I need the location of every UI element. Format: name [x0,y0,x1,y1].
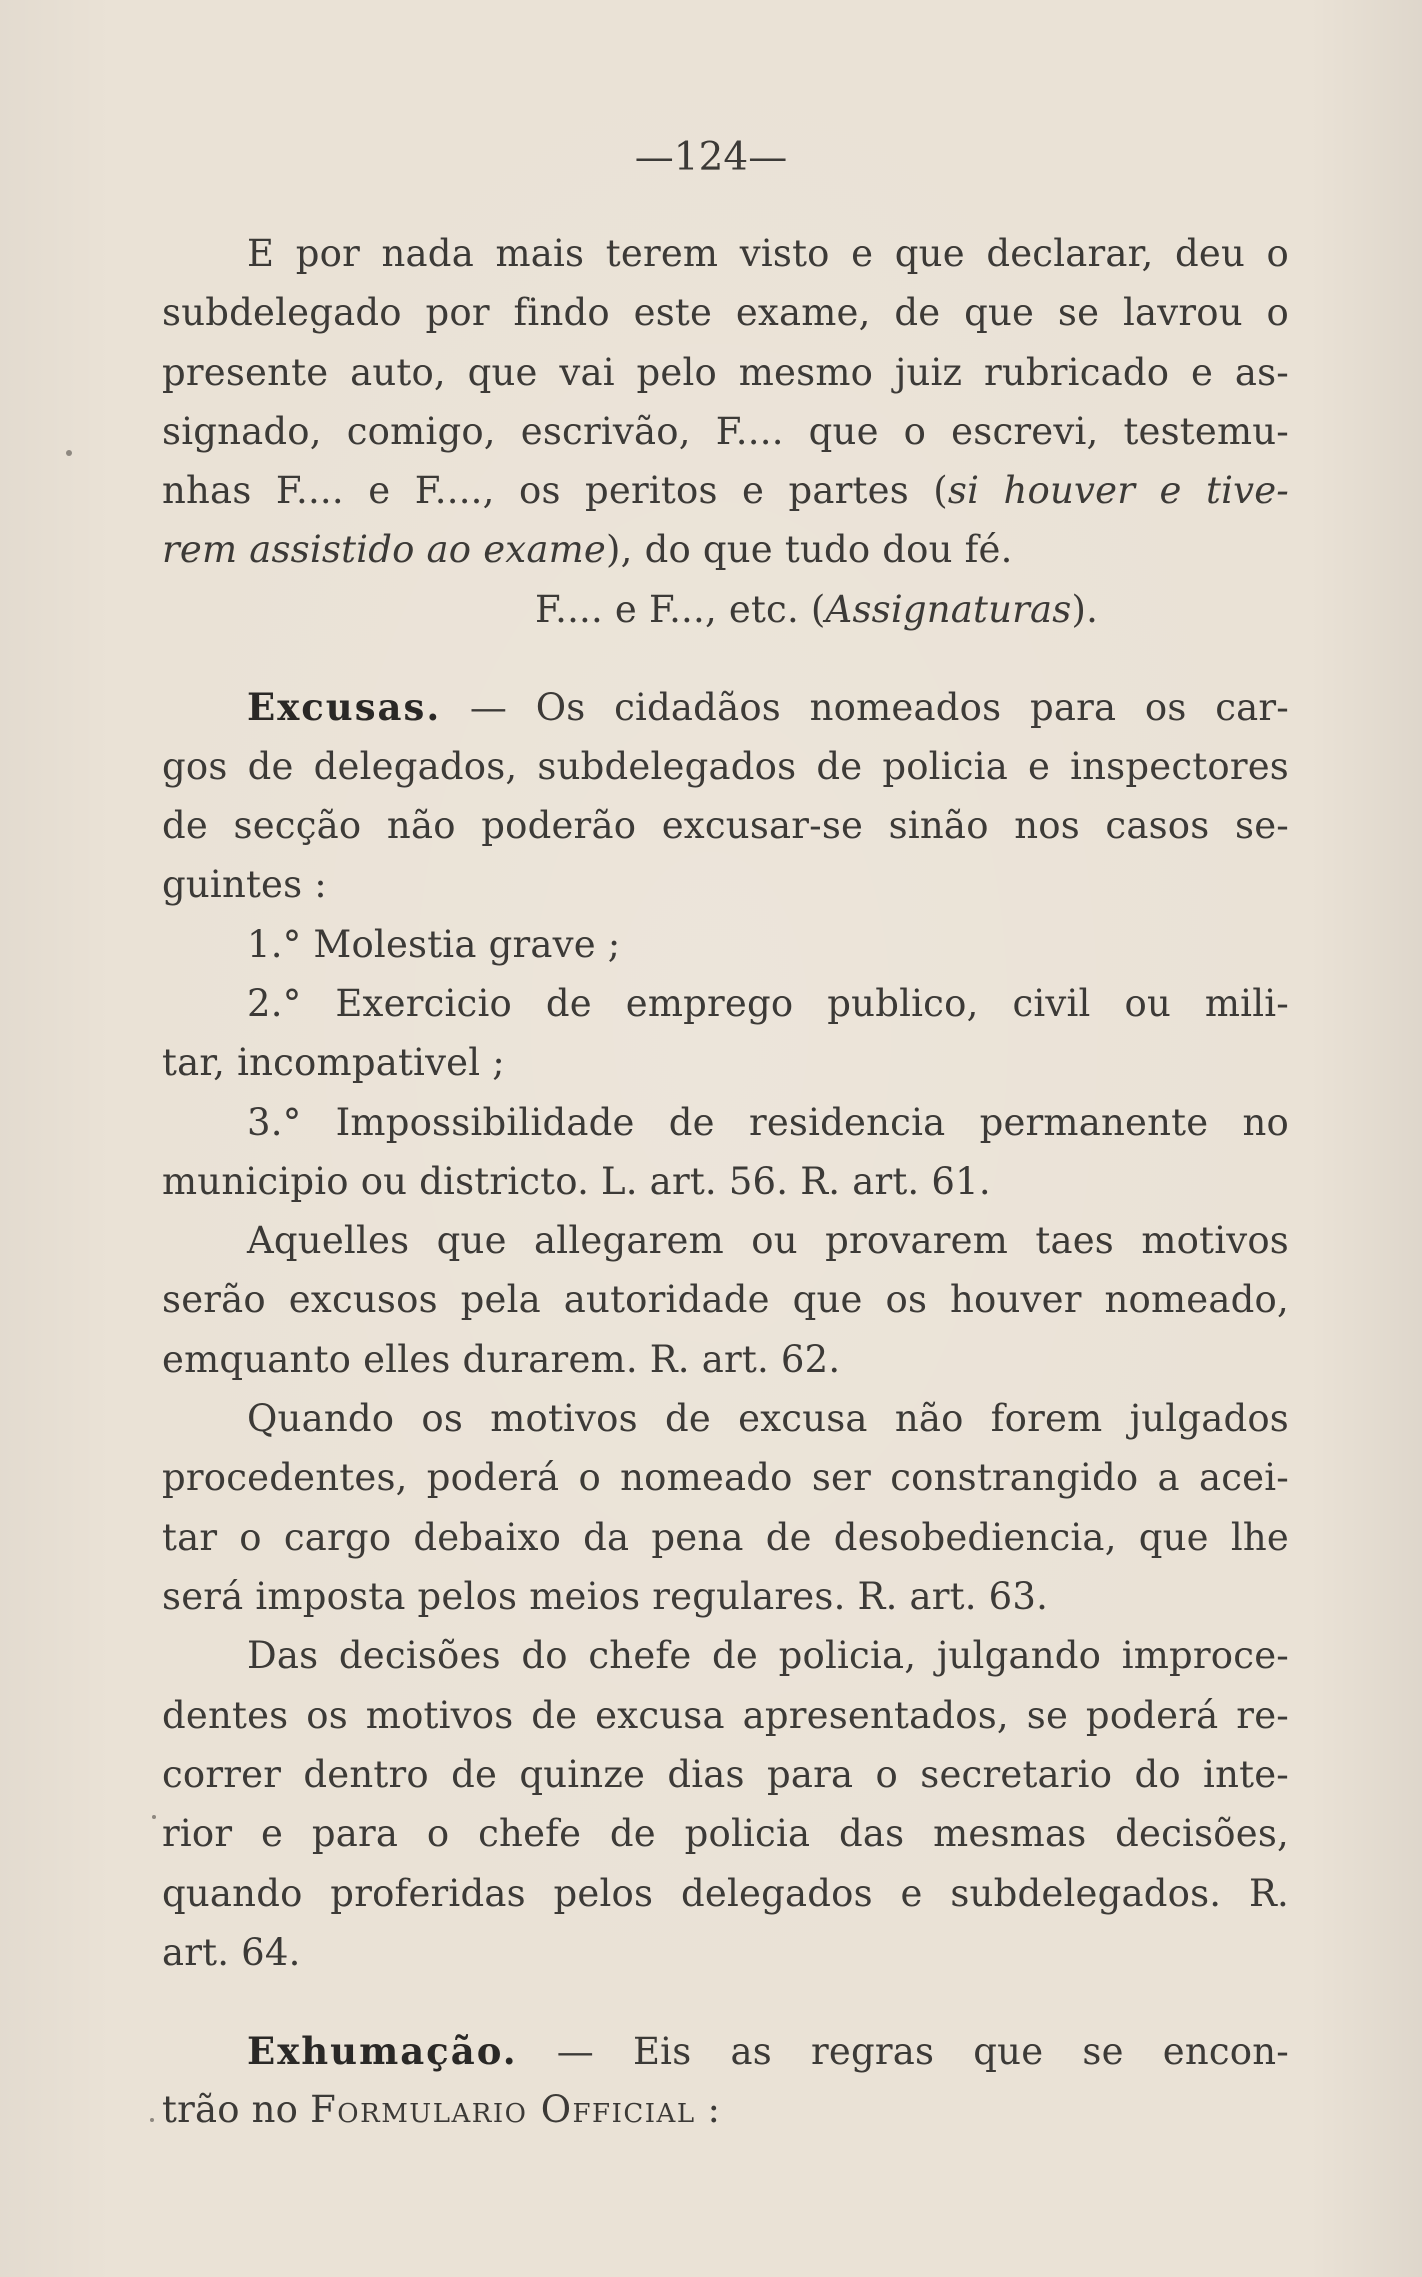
text-line: Quando os motivos de excusa não forem julgados [247,1397,1289,1440]
italic-text: Assignaturas [825,588,1072,631]
italic-text: si houver e tive- [947,469,1290,512]
italic-text: rem assistido ao exame [162,528,607,571]
section-heading: Excusas. [247,685,442,729]
text-line: tar, incompativel ; [162,1041,505,1084]
text-line: signado, comigo, escrivão, F.... que o escrevi, testemu- [162,410,1289,453]
text-line: dentes os motivos de excusa apresentados, se poderá re- [162,1694,1289,1737]
ink-speck [152,1815,156,1819]
text-line: rior e para o chefe de policia das mesmas decisões, [162,1812,1289,1855]
text-span: trão no [162,2088,311,2131]
text-line: correr dentro de quinze dias para o secretario do inte- [162,1753,1289,1796]
text-span: F.... e F..., etc. ( [535,588,826,631]
text-line: subdelegado por findo este exame, de que se lavrou o [162,291,1289,334]
text-line: quando proferidas pelos delegados e subdelegados. R. [162,1872,1289,1915]
text-line: procedentes, poderá o nomeado ser constrangido a acei- [162,1456,1289,1499]
text-line: 2.° Exercicio de emprego publico, civil ou mili- [247,982,1289,1025]
text-line: serão excusos pela autoridade que os houver nomeado, [162,1278,1289,1321]
text-span: — Os cidadãos nomeados para os car- [441,686,1289,729]
text-line: E por nada mais terem visto e que declarar, deu o [247,232,1289,275]
section-heading: Exhumação. [247,2029,518,2073]
text-line [162,2080,720,2140]
text-line: será imposta pelos meios regulares. R. art. 63. [162,1575,1049,1618]
ink-speck [150,2118,154,2122]
text-line: Aquelles que allegarem ou provarem taes motivos [247,1219,1289,1262]
text-line: emquanto elles durarem. R. art. 62. [162,1338,841,1381]
signature-line [535,580,1098,640]
text-line: 3.° Impossibilidade de residencia permanente no [247,1101,1289,1144]
text-line: 1.° Molestia grave ; [247,923,621,966]
page-number: —124— [634,135,788,180]
small-caps-title: Formulario Official [310,2088,696,2131]
text-line: guintes : [162,863,327,906]
text-span: : [695,2088,721,2131]
text-line: Das decisões do chefe de policia, julgando improce- [247,1634,1289,1677]
section-heading-line [247,677,1289,737]
text-span: ). [1071,588,1099,631]
text-line: municipio ou districto. L. art. 56. R. art. 61. [162,1160,991,1203]
ink-speck [66,450,72,456]
text-span: — Eis as regras que se encon- [517,2030,1289,2073]
text-line [162,520,1289,580]
text-line: tar o cargo debaixo da pena de desobediencia, que lhe [162,1516,1289,1559]
text-span: nhas F.... e F...., os peritos e partes ( [162,469,948,512]
text-line: presente auto, que vai pelo mesmo juiz rubricado e as- [162,351,1289,394]
text-span: ), do que tudo dou fé. [606,528,1013,571]
text-line: gos de delegados, subdelegados de policia e inspectores [162,745,1289,788]
text-line: de secção não poderão excusar-se sinão nos casos se- [162,804,1289,847]
text-line [162,461,1289,521]
text-line: art. 64. [162,1931,301,1974]
section-heading-line [247,2021,1289,2081]
